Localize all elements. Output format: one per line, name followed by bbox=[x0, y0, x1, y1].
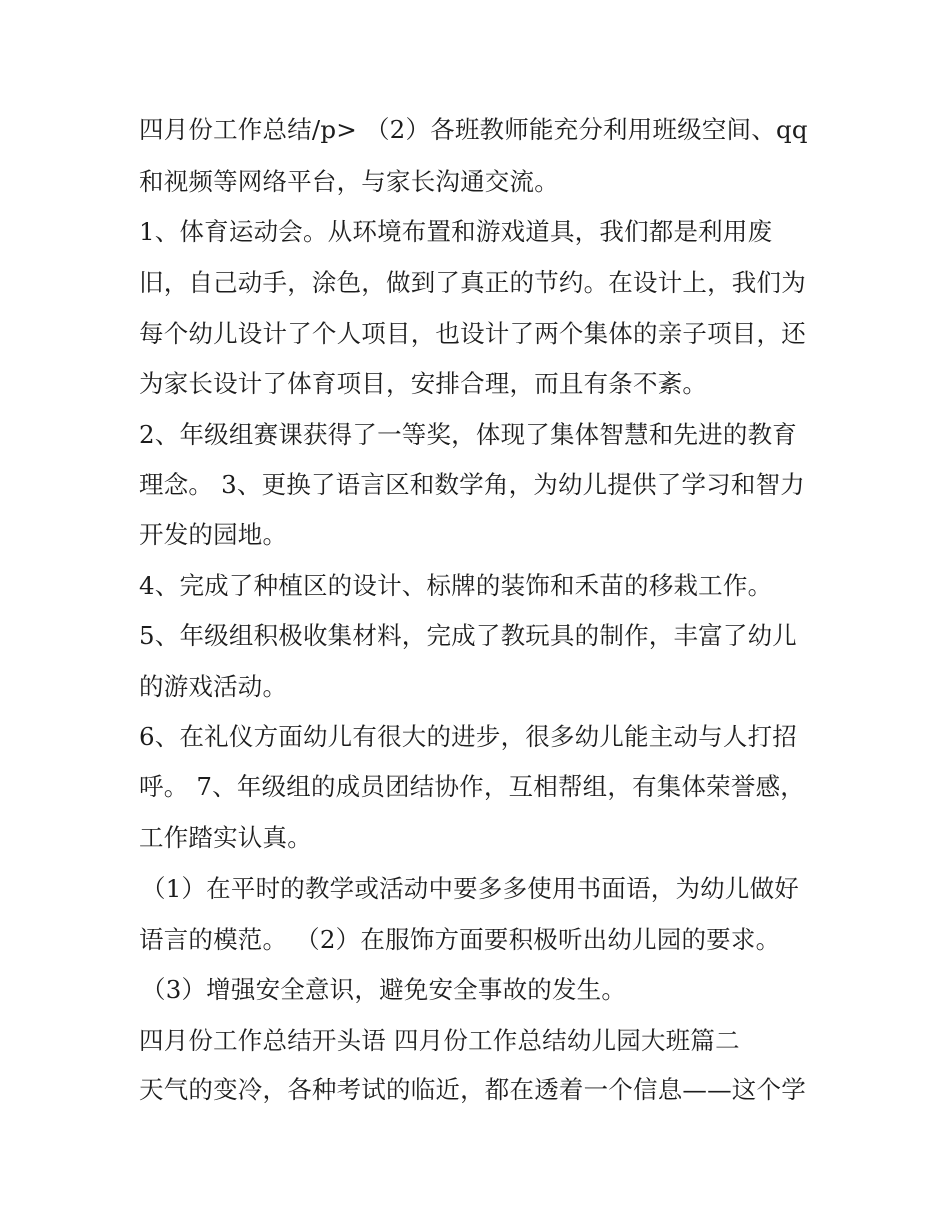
text-line: 4、完成了种植区的设计、标牌的装饰和禾苗的移栽工作。 bbox=[139, 571, 773, 600]
text-line: 呼。 7、年级组的成员团结协作，互相帮组，有集体荣誉感， bbox=[139, 772, 805, 801]
text-line: 四月份工作总结/p> （2）各班教师能充分利用班级空间、qq bbox=[139, 115, 808, 144]
text-line: 理念。 3、更换了语言区和数学角，为幼儿提供了学习和智力 bbox=[139, 470, 805, 499]
text-line: 开发的园地。 bbox=[139, 520, 288, 549]
text-line: 2、年级组赛课获得了一等奖，体现了集体智慧和先进的教育 bbox=[139, 420, 797, 449]
text-line: 工作踏实认真。 bbox=[139, 823, 312, 852]
text-line: 每个幼儿设计了个人项目，也设计了两个集体的亲子项目，还 bbox=[139, 319, 806, 348]
text-line: 语言的模范。 （2）在服饰方面要积极听出幼儿园的要求。 bbox=[139, 925, 781, 954]
text-line: 6、在礼仪方面幼儿有很大的进步，很多幼儿能主动与人打招 bbox=[139, 722, 797, 751]
text-line: 天气的变冷，各种考试的临近，都在透着一个信息——这个学 bbox=[139, 1075, 806, 1104]
text-line: 为家长设计了体育项目，安排合理，而且有条不紊。 bbox=[139, 369, 708, 398]
text-line: 和视频等网络平台，与家长沟通交流。 bbox=[139, 167, 559, 196]
text-line: 的游戏活动。 bbox=[139, 672, 288, 701]
text-line: （1）在平时的教学或活动中要多多使用书面语，为幼儿做好 bbox=[141, 874, 799, 903]
text-line: （3）增强安全意识，避免安全事故的发生。 bbox=[141, 975, 627, 1004]
text-line: 1、体育运动会。从环境布置和游戏道具，我们都是利用废 bbox=[139, 217, 773, 246]
text-line: 四月份工作总结开头语 四月份工作总结幼儿园大班篇二 bbox=[139, 1026, 740, 1055]
text-line: 5、年级组积极收集材料，完成了教玩具的制作，丰富了幼儿 bbox=[139, 621, 797, 650]
text-line: 旧，自己动手，涂色，做到了真正的节约。在设计上，我们为 bbox=[139, 268, 806, 297]
